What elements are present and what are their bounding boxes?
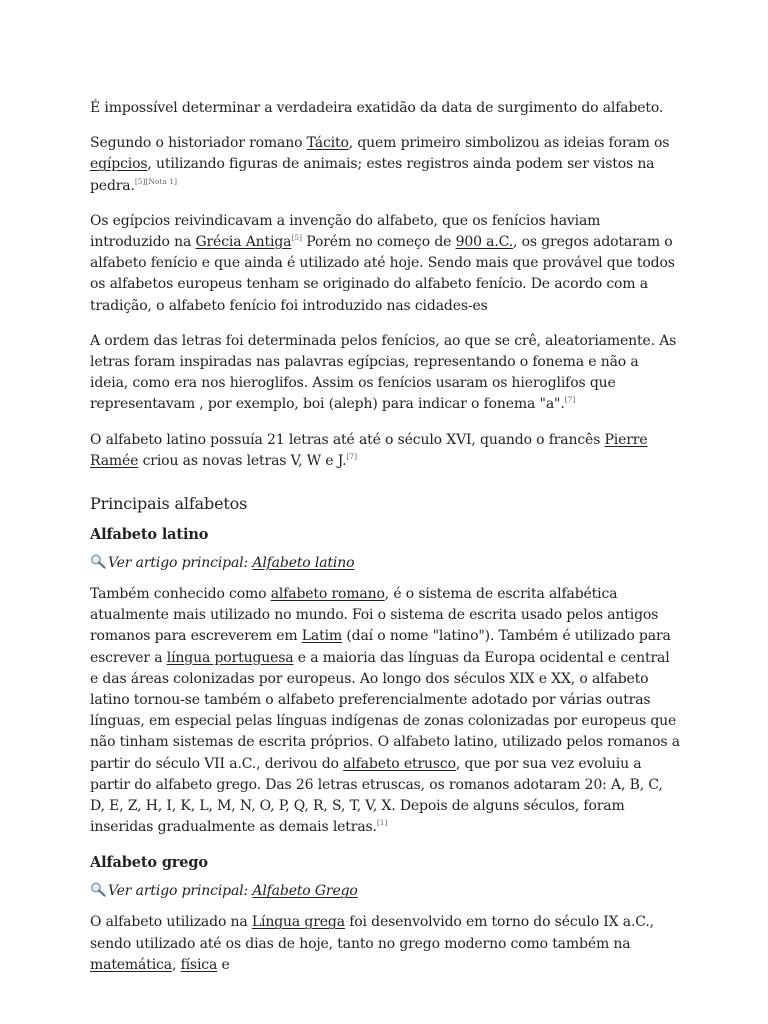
paragraph-latino: Também conhecido como alfabeto romano, é o sistema de escrita alfabética atualmente mais utilizado no mundo. Foi o sistema de escrita usado pelos antigos romanos para escreverem em Latim (daí o nome "latino"). Também é utilizado para escrever a língua portuguesa e a maioria das línguas da Europa ocidental e central e das áreas colonizadas por europeus. Ao longo dos séculos XIX e XX, o alfabeto latino tornou-se também o alfabeto preferencialmente adotado por várias outras línguas, em especial pelas línguas indígenas de zonas colonizadas por europeus que não tinham sistemas de escrita próprios. O alfabeto latino, utilizado pelos romanos a partir do século VII a.C., derivou do alfabeto etrusco, que por sua vez evoluiu a partir do alfabeto grego. Das 26 letras etruscas, os romanos adotaram 20: A, B, C, D, E, Z, H, I, K, L, M, N, O, P, Q, R, S, T, V, X. Depois de alguns séculos, foram inseridas gradualmente as demais letras.[1] xyxy=(90,586,680,836)
subheading-grego: Alfabeto grego xyxy=(90,854,208,872)
paragraph-alfabeto-latino-21: O alfabeto latino possuía 21 letras até até o século XVI, quando o francês Pierre Ramée criou as novas letras V, W e J.[7] xyxy=(90,431,648,469)
link-tacito[interactable]: Tácito xyxy=(306,135,349,152)
paragraph-ordem-letras: A ordem das letras foi determinada pelos fenícios, ao que se crê, aleatoriamente. As letras foram inspiradas nas palavras egípcias, representando o fonema e não a ideia, como era nos hieroglifos. Assim os fenícios usaram os hieroglifos que representavam , por exemplo, boi (aleph) para indicar o fonema "a".[7] xyxy=(90,332,677,413)
paragraph-egipcios-invencao: Os egípcios reivindicavam a invenção do alfabeto, que os fenícios haviam introduzido na Grécia Antiga[5] Porém no começo de 900 a.C., os gregos adotaram o alfabeto fenício e que ainda é utilizado até hoje. Sendo mais que provável que todos os alfabetos europeus tenham se originado do alfabeto fenício. De acordo com a tradição, o alfabeto fenício foi introduzido nas cidades-es xyxy=(90,212,675,314)
section-heading: Principais alfabetos xyxy=(90,494,248,514)
link-pierre-ramee[interactable]: Pierre Ramée xyxy=(90,431,648,469)
link-lingua-portuguesa[interactable]: língua portuguesa xyxy=(166,649,294,666)
footnote-ref[interactable]: [5] xyxy=(291,233,302,243)
link-fisica[interactable]: física xyxy=(180,956,218,973)
subheading-latino: Alfabeto latino xyxy=(90,526,209,544)
magnifier-icon xyxy=(90,554,107,569)
magnifier-icon xyxy=(90,882,107,897)
link-alfabeto-romano[interactable]: alfabeto romano xyxy=(270,586,385,603)
link-alfabeto-latino[interactable]: Alfabeto latino xyxy=(252,555,355,572)
link-grecia-antiga[interactable]: Grécia Antiga xyxy=(195,234,292,251)
link-alfabeto-grego[interactable]: Alfabeto Grego xyxy=(252,883,358,900)
link-lingua-grega[interactable]: Língua grega xyxy=(251,914,345,931)
see-also-latino: Ver artigo principal: Alfabeto latino xyxy=(90,552,680,574)
see-also-grego: Ver artigo principal: Alfabeto Grego xyxy=(90,880,680,902)
footnote-ref[interactable]: [1] xyxy=(376,818,388,828)
paragraph-tacito: Segundo o historiador romano Tácito, quem primeiro simbolizou as ideias foram os egípcios, utilizando figuras de animais; estes registros ainda podem ser vistos na pedra.[5][Nota 1] xyxy=(90,135,670,194)
footnote-ref[interactable]: [7] xyxy=(346,451,357,461)
paragraph-intro xyxy=(90,98,680,119)
footnote-ref[interactable]: [5][Nota 1] xyxy=(134,176,178,186)
link-900-ac[interactable]: 900 a.C. xyxy=(455,234,513,251)
link-egipcios[interactable]: egípcios xyxy=(90,156,148,173)
link-latim[interactable]: Latim xyxy=(301,628,343,645)
footnote-ref[interactable]: [7] xyxy=(564,395,576,405)
paragraph-grego: O alfabeto utilizado na Língua grega foi desenvolvido em torno do século IX a.C., sendo utilizado até os dias de hoje, tanto no grego moderno como também na matemática, física e xyxy=(90,914,654,973)
paragraph-text: É impossível determinar a verdadeira exatidão da data de surgimento do alfabeto. xyxy=(90,100,664,116)
link-matematica[interactable]: matemática xyxy=(90,956,172,973)
link-alfabeto-etrusco[interactable]: alfabeto etrusco xyxy=(343,755,456,772)
article-body xyxy=(90,98,680,990)
